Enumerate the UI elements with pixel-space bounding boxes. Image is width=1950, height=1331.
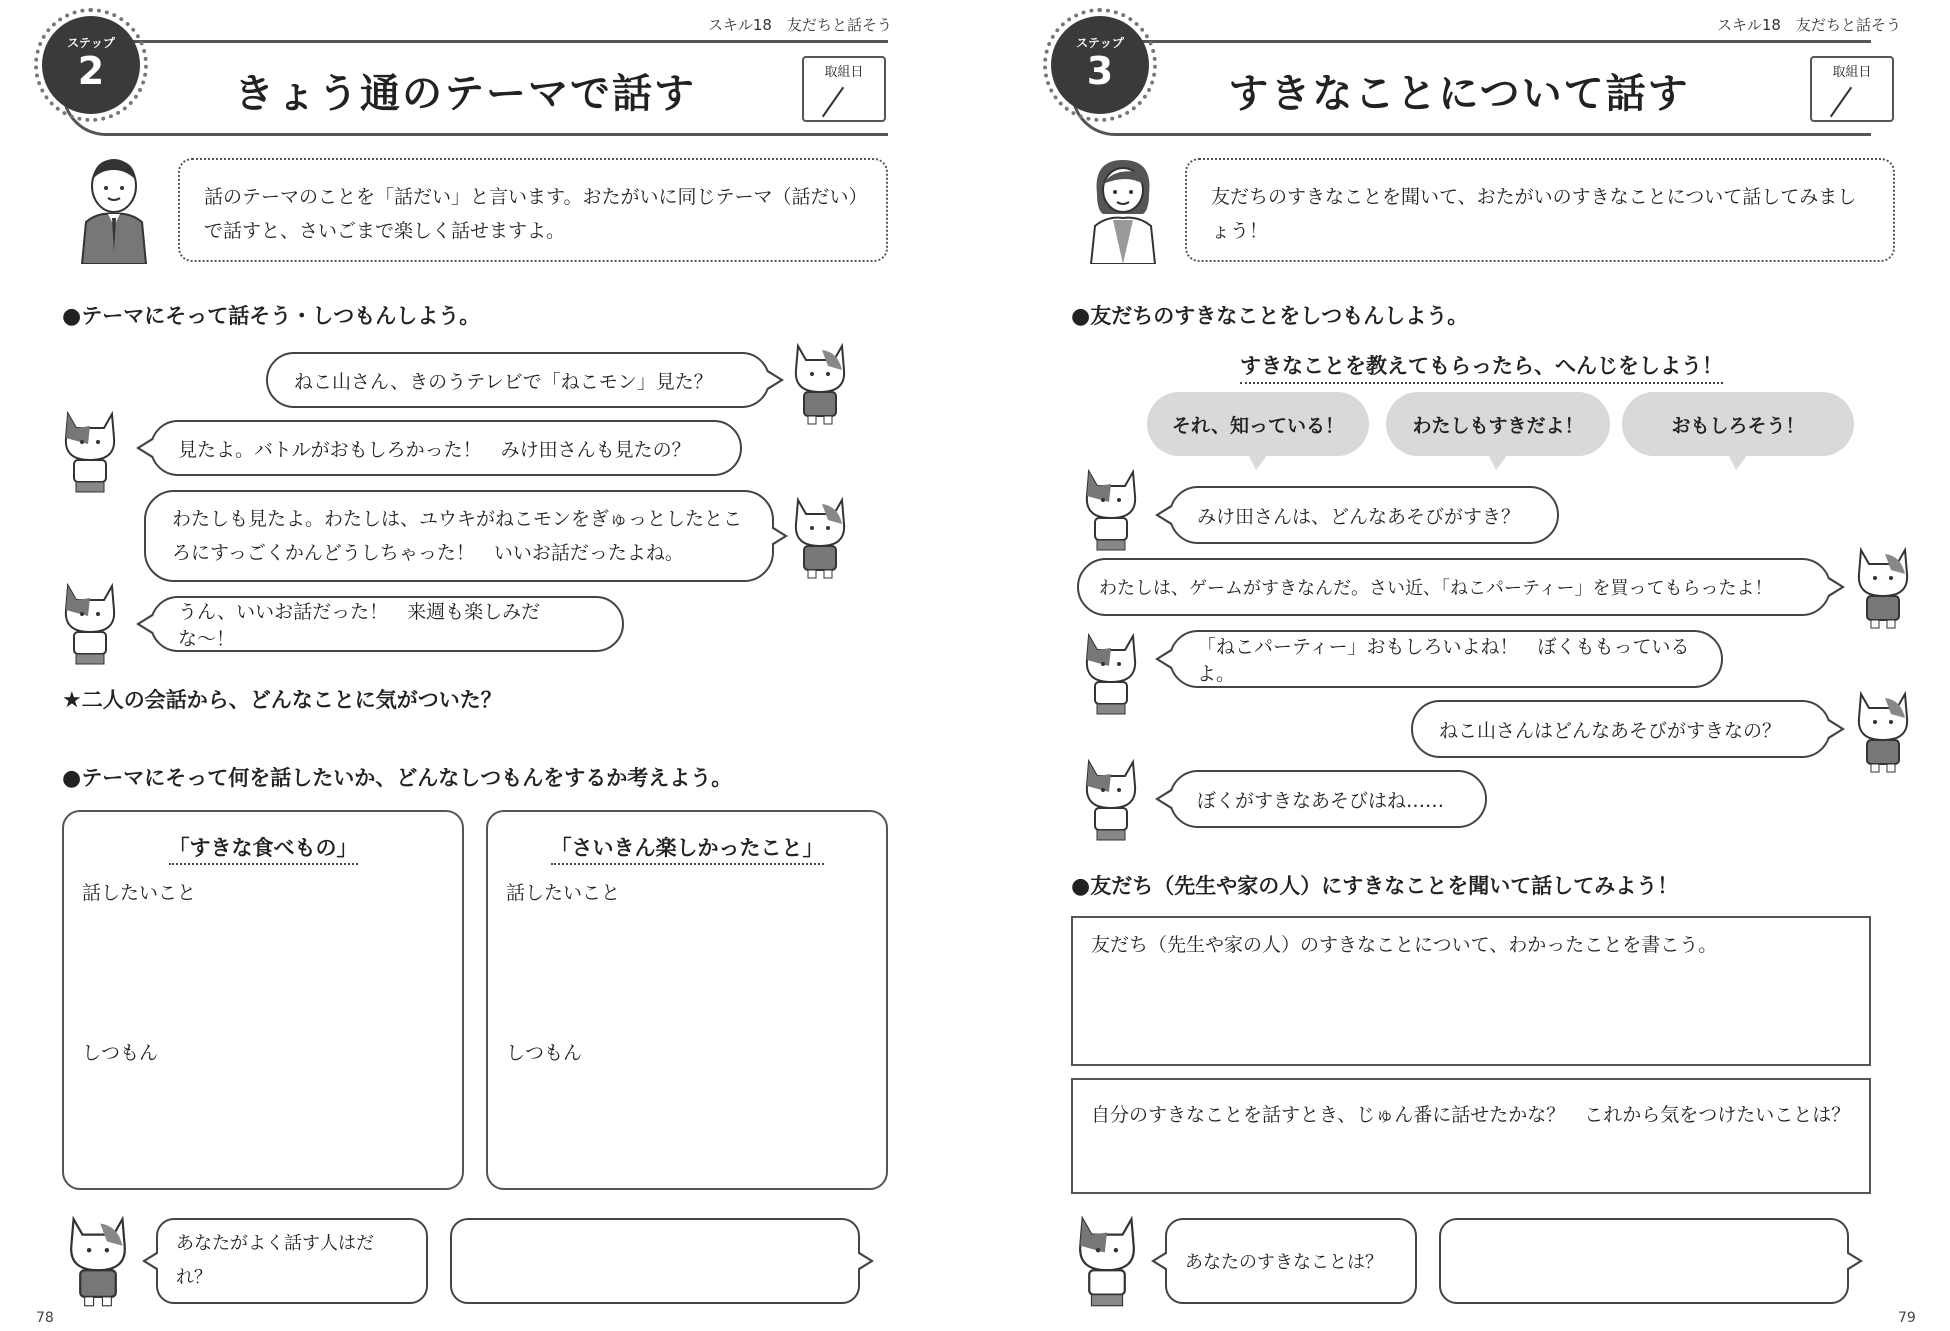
step-label: ステップ xyxy=(67,36,115,50)
question-label: しつもん xyxy=(506,1042,583,1064)
section-heading-2: ●テーマにそって何を話したいか、どんなしつもんをするか考えよう。 xyxy=(62,766,733,791)
heading-text: 友だち（先生や家の人）にすきなことを聞いて話してみよう！ xyxy=(1090,874,1679,898)
dialog-bubble-1: ねこ山さん、きのうテレビで「ねこモン」見た？ xyxy=(266,352,770,408)
teacher-woman-icon xyxy=(1087,156,1159,264)
date-slash xyxy=(1830,87,1852,118)
box-title-text: 「さいきん楽しかったこと」 xyxy=(551,836,824,865)
page-number: 79 xyxy=(1898,1310,1916,1326)
step-number: 2 xyxy=(77,49,105,93)
teacher-speech: 友だちのすきなことを聞いて、おたがいのすきなことについて話してみましょう！ xyxy=(1185,158,1895,262)
footer-prompt-bubble: あなたのすきなことは？ xyxy=(1165,1218,1417,1304)
dialog-bubble-2: 見たよ。バトルがおもしろかった！ みけ田さんも見たの？ xyxy=(150,420,742,476)
dialog-bubble-3: 「ねこパーティー」おもしろいよね！ ぼくももっているよ。 xyxy=(1169,630,1723,688)
reply-bubble-1: それ、知っている！ xyxy=(1147,392,1369,456)
dialog-bubble-2: わたしは、ゲームがすきなんだ。さい近、「ねこパーティー」を買ってもらったよ！ xyxy=(1077,558,1831,616)
right-page xyxy=(975,0,1950,1331)
step-number: 3 xyxy=(1086,49,1114,93)
star-question: ★二人の会話から、どんなことに気がついた？ xyxy=(62,688,502,713)
write-box-prompt: 友だち（先生や家の人）のすきなことについて、わかったことを書こう。 xyxy=(1091,934,1718,956)
box-title xyxy=(64,832,462,862)
box-title xyxy=(488,832,886,862)
teacher-speech: 話のテーマのことを「話だい」と言います。おたがいに同じテーマ（話だい）で話すと、さいごまで楽しく話せますよ。 xyxy=(178,158,888,262)
dialog-bubble-4: うん、いいお話だった！ 来週も楽しみだな〜！ xyxy=(150,596,624,652)
write-box-learned[interactable] xyxy=(1071,916,1871,1066)
teacher-man-icon xyxy=(78,156,150,264)
section-heading-1: ●友だちのすきなことをしつもんしよう。 xyxy=(1071,304,1469,329)
date-box[interactable] xyxy=(1810,56,1894,122)
write-box-food[interactable] xyxy=(62,810,464,1190)
step-label: ステップ xyxy=(1076,36,1124,50)
reply-bubble-2: わたしもすきだよ！ xyxy=(1386,392,1610,456)
talk-label: 話したいこと xyxy=(506,882,621,904)
section-heading-1: ●テーマにそって話そう・しつもんしよう。 xyxy=(62,304,481,329)
dialog-bubble-1: みけ田さんは、どんなあそびがすき？ xyxy=(1169,486,1559,544)
cat-girl-icon xyxy=(1851,684,1915,774)
write-box-fun[interactable] xyxy=(486,810,888,1190)
date-label: 取組日 xyxy=(1832,65,1872,80)
cat-boy-icon xyxy=(1079,462,1143,552)
talk-label: 話したいこと xyxy=(82,882,197,904)
cat-girl-icon xyxy=(788,490,852,580)
cat-boy-icon xyxy=(1071,1208,1143,1308)
step-badge xyxy=(1051,16,1149,114)
write-box-prompt: 自分のすきなことを話すとき、じゅん番に話せたかな？ これから気をつけたいことは？ xyxy=(1091,1104,1851,1126)
date-slash xyxy=(822,87,844,118)
cat-boy-icon xyxy=(1079,626,1143,716)
page-number: 78 xyxy=(36,1310,54,1326)
skill-header: スキル18 友だちと話そう xyxy=(1717,16,1901,34)
section-heading-2: ●友だち（先生や家の人）にすきなことを聞いて話してみよう！ xyxy=(1071,874,1679,899)
footer-prompt-bubble: あなたがよく話す人はだれ？ xyxy=(156,1218,428,1304)
footer-answer-bubble[interactable] xyxy=(450,1218,860,1304)
reply-subheading: すきなことを教えてもらったら、へんじをしよう！ xyxy=(1240,350,1723,384)
cat-boy-icon xyxy=(58,576,122,666)
box-title-text: 「すきな食べもの」 xyxy=(169,836,358,865)
write-box-reflection[interactable] xyxy=(1071,1078,1871,1194)
page-title: すきなことについて話す xyxy=(1228,71,1690,117)
heading-text: 友だちのすきなことをしつもんしよう。 xyxy=(1090,304,1469,328)
footer-answer-bubble[interactable] xyxy=(1439,1218,1849,1304)
cat-girl-icon xyxy=(1851,540,1915,630)
page-title: きょう通のテーマで話す xyxy=(234,71,696,117)
cat-boy-icon xyxy=(1079,752,1143,842)
cat-boy-icon xyxy=(58,404,122,494)
dialog-bubble-3: わたしも見たよ。わたしは、ユウキがねこモンをぎゅっとしたところにすっごくかんどうしちゃった！ いいお話だったよね。 xyxy=(144,490,774,582)
date-box[interactable] xyxy=(802,56,886,122)
dialog-bubble-5: ぼくがすきなあそびはね…… xyxy=(1169,770,1487,828)
skill-header: スキル18 友だちと話そう xyxy=(708,16,892,34)
dialog-bubble-4: ねこ山さんはどんなあそびがすきなの？ xyxy=(1411,700,1831,758)
question-label: しつもん xyxy=(82,1042,159,1064)
reply-bubble-3: おもしろそう！ xyxy=(1622,392,1854,456)
star-question-text: 二人の会話から、どんなことに気がついた？ xyxy=(81,688,502,712)
date-label: 取組日 xyxy=(824,65,864,80)
heading-text: テーマにそって何を話したいか、どんなしつもんをするか考えよう。 xyxy=(81,766,733,790)
step-badge xyxy=(42,16,140,114)
cat-girl-icon xyxy=(788,336,852,426)
cat-girl-icon xyxy=(62,1208,134,1308)
heading-text: テーマにそって話そう・しつもんしよう。 xyxy=(81,304,481,328)
